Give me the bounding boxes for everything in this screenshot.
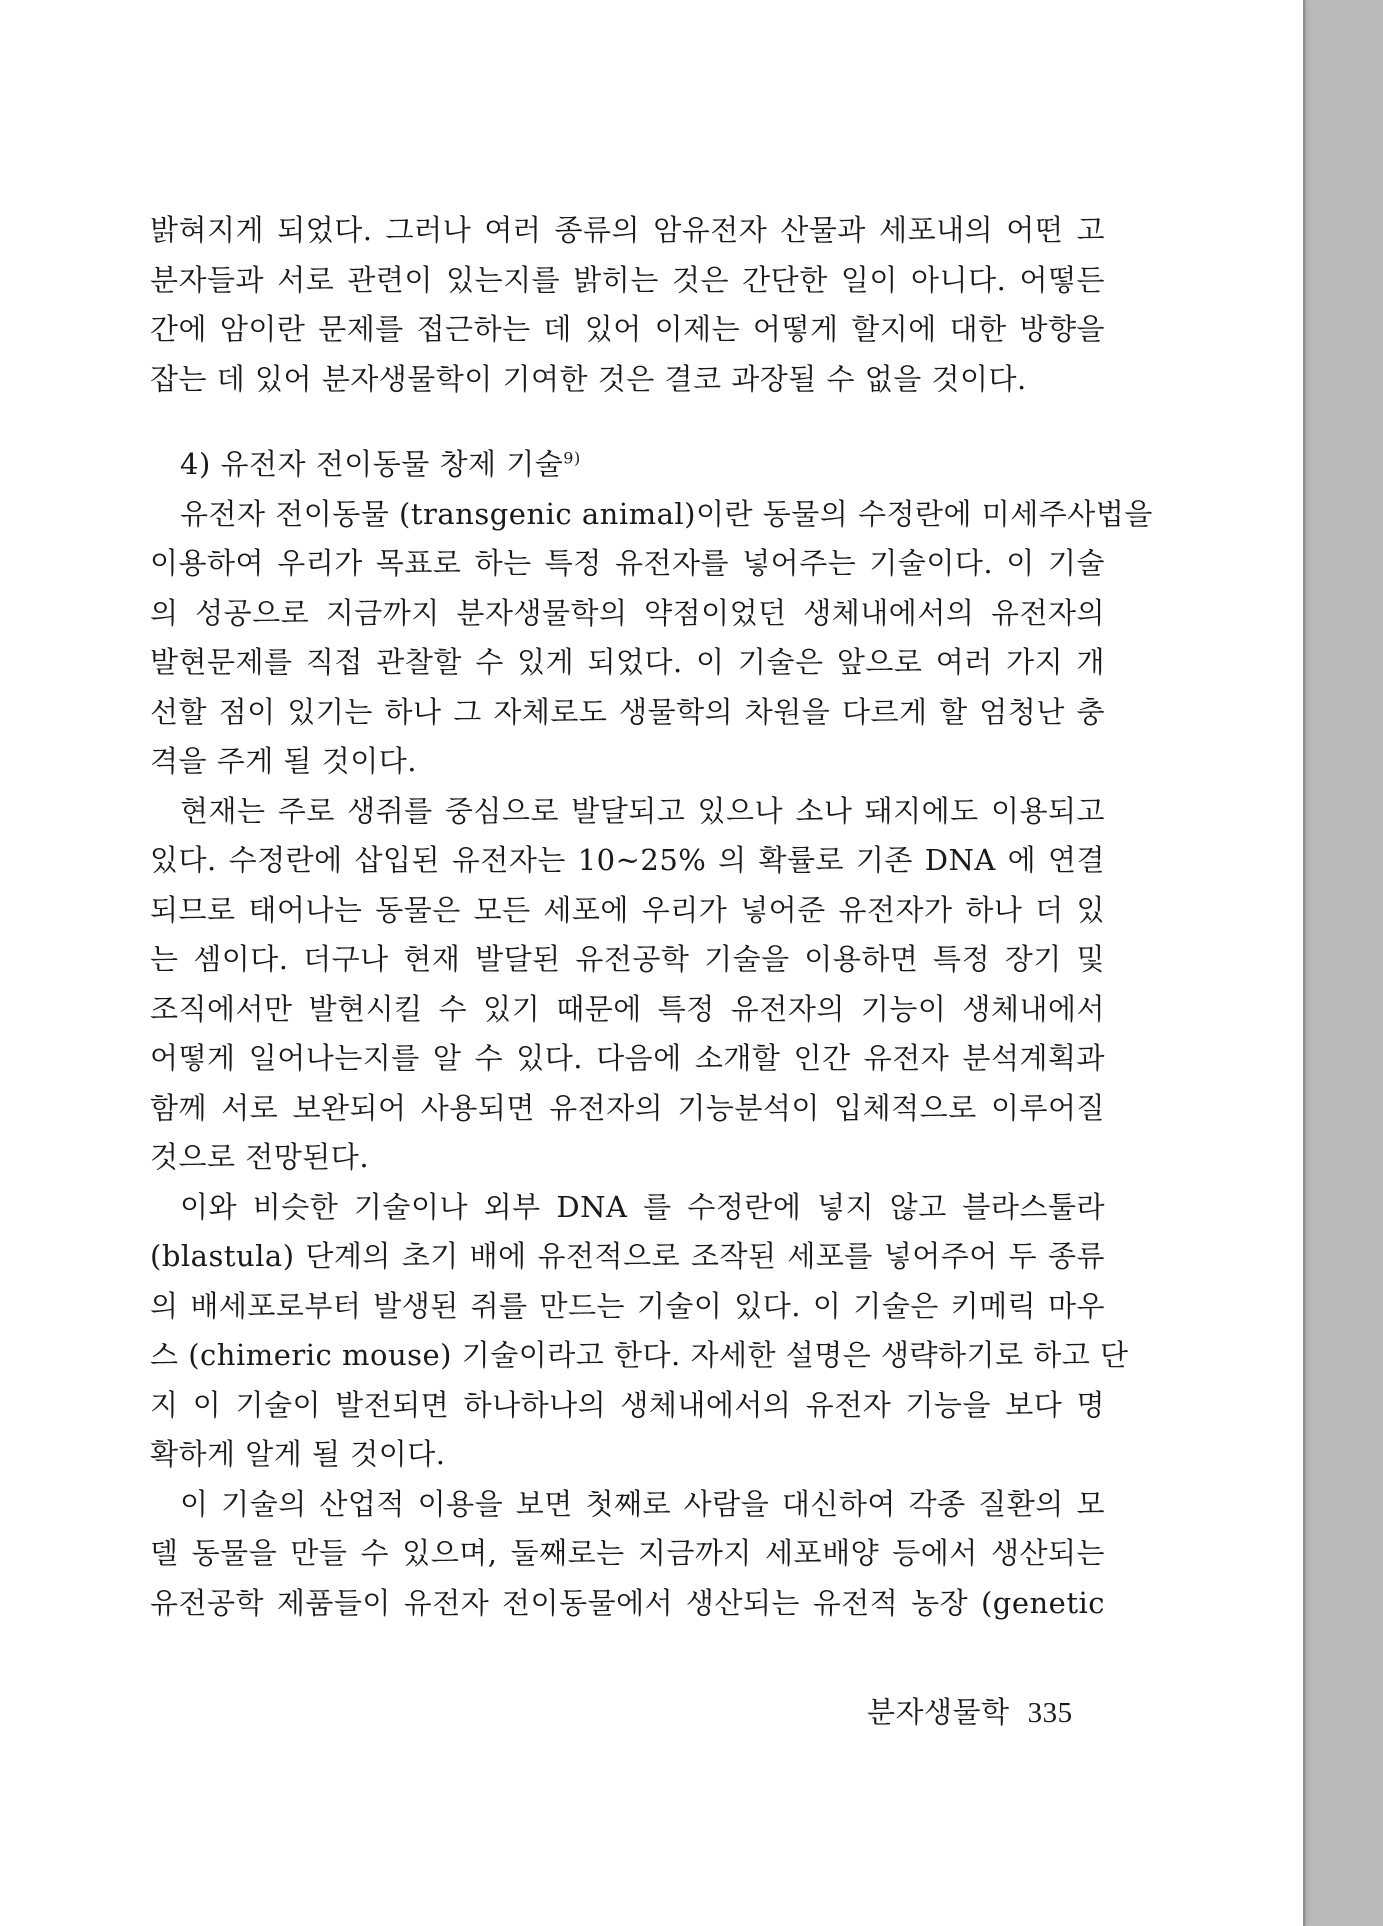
paragraph-3 — [150, 1183, 1129, 1480]
footnote-marker: 9) — [563, 448, 581, 468]
text-line: 의 성공으로 지금까지 분자생물학의 약점이었던 생체내에서의 유전자의 — [150, 595, 1105, 630]
section-gap — [150, 404, 1105, 440]
paragraph-4 — [150, 1480, 1105, 1629]
text-line: 잡는 데 있어 분자생물학이 기여한 것은 결코 과장될 수 없을 것이다. — [150, 361, 1027, 396]
text-line: 것으로 전망된다. — [150, 1140, 370, 1174]
page-edge-divider — [1303, 0, 1305, 1926]
paragraph-1 — [150, 490, 1153, 787]
text-line: 유전공학 제품들이 유전자 전이동물에서 생산되는 유전적 농장 (genetic — [150, 1585, 1105, 1620]
text-line: (blastula) 단계의 초기 배에 유전적으로 조작된 세포를 넣어주어 두 종류 — [150, 1239, 1105, 1273]
text-line: 이와 비슷한 기술이나 외부 DNA 를 수정란에 넣지 않고 블라스툴라 — [180, 1189, 1105, 1224]
text-line: 분자들과 서로 관련이 있는지를 밝히는 것은 간단한 일이 아니다. 어떻든 — [150, 262, 1105, 297]
text-line: 현재는 주로 생쥐를 중심으로 발달되고 있으나 소나 돼지에도 이용되고 — [180, 793, 1105, 828]
section-heading — [150, 440, 1105, 490]
text-line: 조직에서만 발현시킬 수 있기 때문에 특정 유전자의 기능이 생체내에서 — [150, 991, 1105, 1026]
text-line: 선할 점이 있기는 하나 그 자체로도 생물학의 차원을 다르게 할 엄청난 충 — [150, 694, 1105, 729]
text-line: 의 배세포로부터 발생된 쥐를 만드는 기술이 있다. 이 기술은 키메릭 마우 — [150, 1288, 1105, 1323]
text-line: 유전자 전이동물 (transgenic animal)이란 동물의 수정란에 미세주사법을 — [180, 496, 1153, 531]
running-title: 분자생물학 — [867, 1695, 1010, 1729]
text-line: 간에 암이란 문제를 접근하는 데 있어 이제는 어떻게 할지에 대한 방향을 — [150, 312, 1105, 346]
text-line: 이용하여 우리가 목표로 하는 특정 유전자를 넣어주는 기술이다. 이 기술 — [150, 546, 1105, 580]
text-line: 는 셈이다. 더구나 현재 발달된 유전공학 기술을 이용하면 특정 장기 및 — [150, 942, 1105, 976]
text-line: 이 기술의 산업적 이용을 보면 첫째로 사람을 대신하여 각종 질환의 모 — [180, 1486, 1105, 1521]
paragraph-intro — [150, 206, 1105, 404]
text-line: 스 (chimeric mouse) 기술이라고 한다. 자세한 설명은 생략하기로 하고 단 — [150, 1338, 1129, 1372]
body-text — [150, 206, 1153, 1628]
text-line: 함께 서로 보완되어 사용되면 유전자의 기능분석이 입체적으로 이루어질 — [150, 1090, 1105, 1125]
text-line: 델 동물을 만들 수 있으며, 둘째로는 지금까지 세포배양 등에서 생산되는 — [150, 1536, 1105, 1570]
text-line: 격을 주게 될 것이다. — [150, 744, 417, 778]
section-heading-text: 4) 유전자 전이동물 창제 기술 — [180, 447, 564, 481]
text-line: 있다. 수정란에 삽입된 유전자는 10~25% 의 확률로 기존 DNA 에 연결 — [150, 843, 1105, 877]
text-line: 발현문제를 직접 관찰할 수 있게 되었다. 이 기술은 앞으로 여러 가지 개 — [150, 645, 1105, 679]
text-line: 확하게 알게 될 것이다. — [150, 1437, 446, 1471]
text-line: 밝혀지게 되었다. 그러나 여러 종류의 암유전자 산물과 세포내의 어떤 고 — [150, 213, 1105, 247]
text-line: 지 이 기술이 발전되면 하나하나의 생체내에서의 유전자 기능을 보다 명 — [150, 1387, 1105, 1422]
page-number: 335 — [1027, 1697, 1073, 1729]
paragraph-2 — [150, 787, 1105, 1183]
page-footer — [867, 1690, 1073, 1731]
text-line: 되므로 태어나는 동물은 모든 세포에 우리가 넣어준 유전자가 하나 더 있 — [150, 892, 1105, 927]
text-line: 어떻게 일어나는지를 알 수 있다. 다음에 소개할 인간 유전자 분석계획과 — [150, 1041, 1105, 1075]
